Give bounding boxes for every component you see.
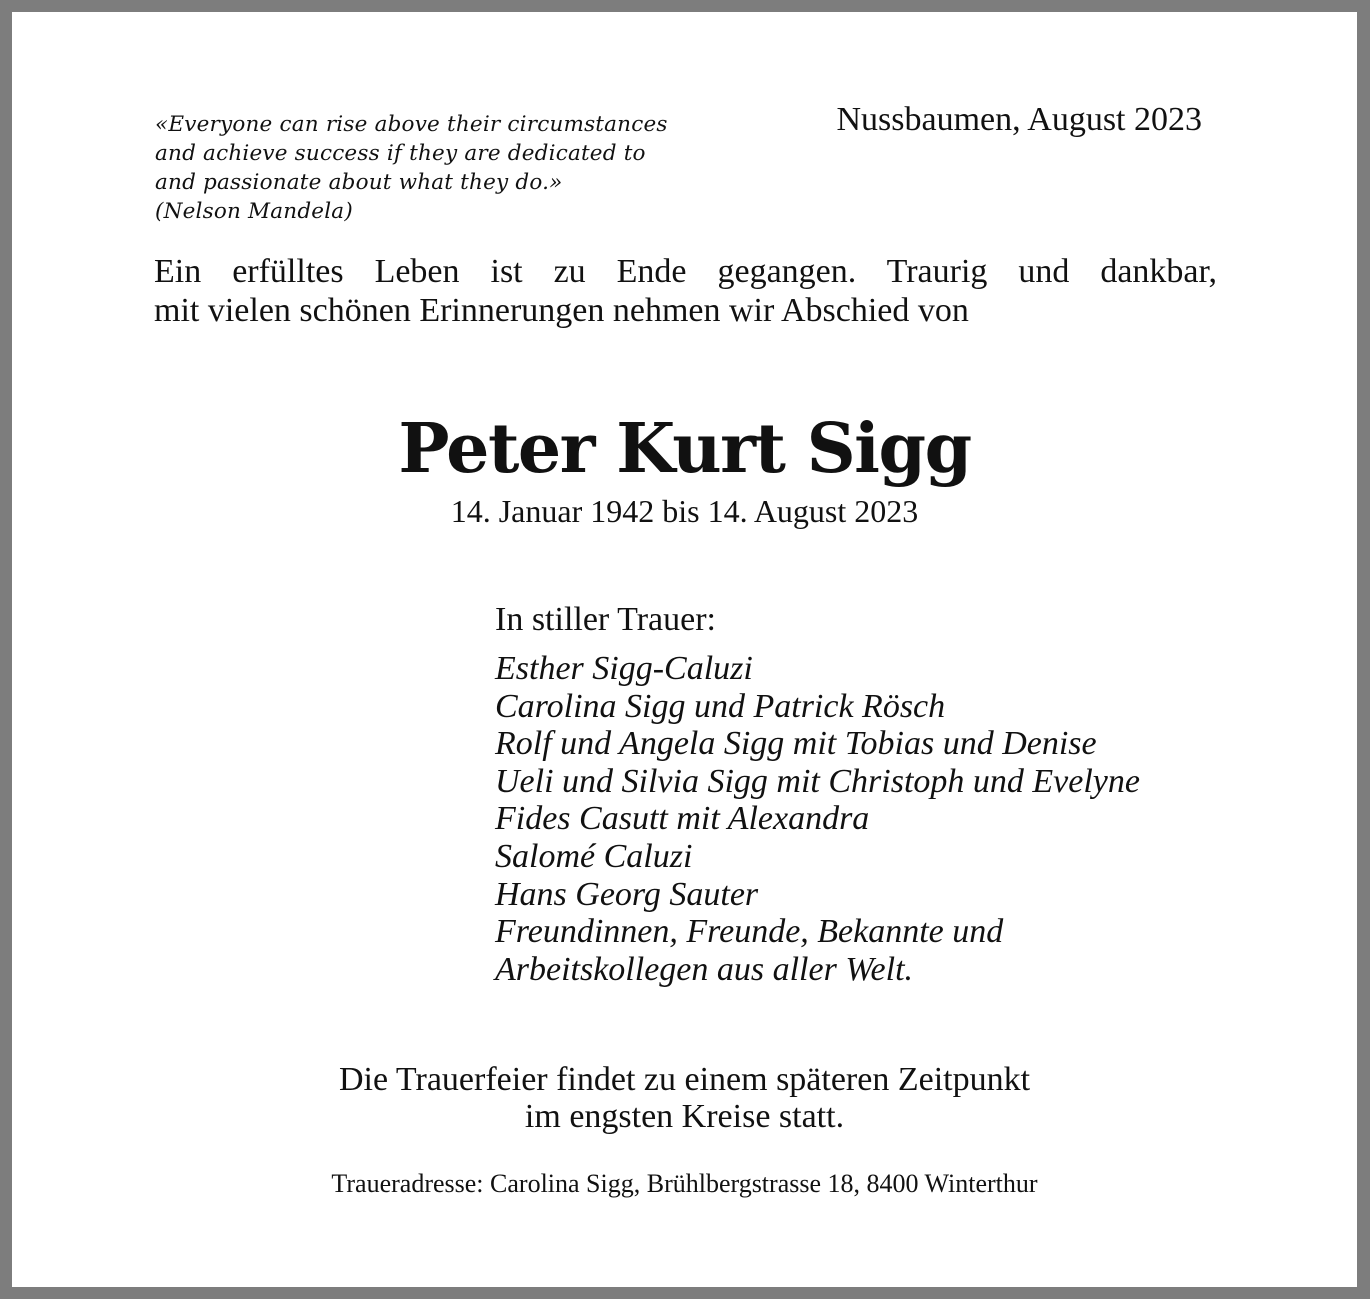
funeral-notice <box>12 1061 1357 1135</box>
quote-line: and achieve success if they are dedicated to <box>155 141 646 166</box>
mourner-name: Freundinnen, Freunde, Bekannte und <box>495 913 1004 951</box>
intro-line: mit vielen schönen Erinnerungen nehmen wir Abschied von <box>154 292 969 329</box>
obituary-page <box>12 12 1357 1287</box>
mourners-heading: In stiller Trauer: <box>495 601 716 638</box>
quote-line: and passionate about what they do.» <box>155 170 563 195</box>
mourner-name: Rolf und Angela Sigg mit Tobias und Denise <box>495 725 1097 763</box>
mourner-name: Esther Sigg-Caluzi <box>495 650 753 687</box>
mourners-list <box>495 650 1140 988</box>
mourners-section <box>495 598 1140 988</box>
intro-text <box>154 252 1217 330</box>
funeral-line: Die Trauerfeier findet zu einem späteren Zeitpunkt <box>338 1061 1031 1098</box>
intro-line: Ein erfülltes Leben ist zu Ende gegangen. Traurig und dankbar, <box>154 253 1217 290</box>
mourner-name: Fides Casutt mit Alexandra <box>495 800 870 838</box>
mourner-name: Arbeitskollegen aus aller Welt. <box>495 950 914 988</box>
mandela-quote <box>155 110 755 226</box>
place-date: Nussbaumen, August 2023 <box>836 101 1202 138</box>
mourner-name: Hans Georg Sauter <box>495 875 759 913</box>
mourner-name: Carolina Sigg und Patrick Rösch <box>495 687 946 725</box>
quote-line: «Everyone can rise above their circumstances <box>155 112 668 137</box>
deceased-name: Peter Kurt Sigg <box>398 409 971 489</box>
mourning-address: Traueradresse: Carolina Sigg, Brühlbergstrasse 18, 8400 Winterthur <box>331 1169 1038 1198</box>
lifespan-dates: 14. Januar 1942 bis 14. August 2023 <box>450 493 919 529</box>
mourner-name: Ueli und Silvia Sigg mit Christoph und Evelyne <box>495 762 1140 800</box>
mourner-name: Salomé Caluzi <box>495 837 693 875</box>
funeral-line: im engsten Kreise statt. <box>524 1098 845 1135</box>
quote-attribution: (Nelson Mandela) <box>155 199 353 224</box>
